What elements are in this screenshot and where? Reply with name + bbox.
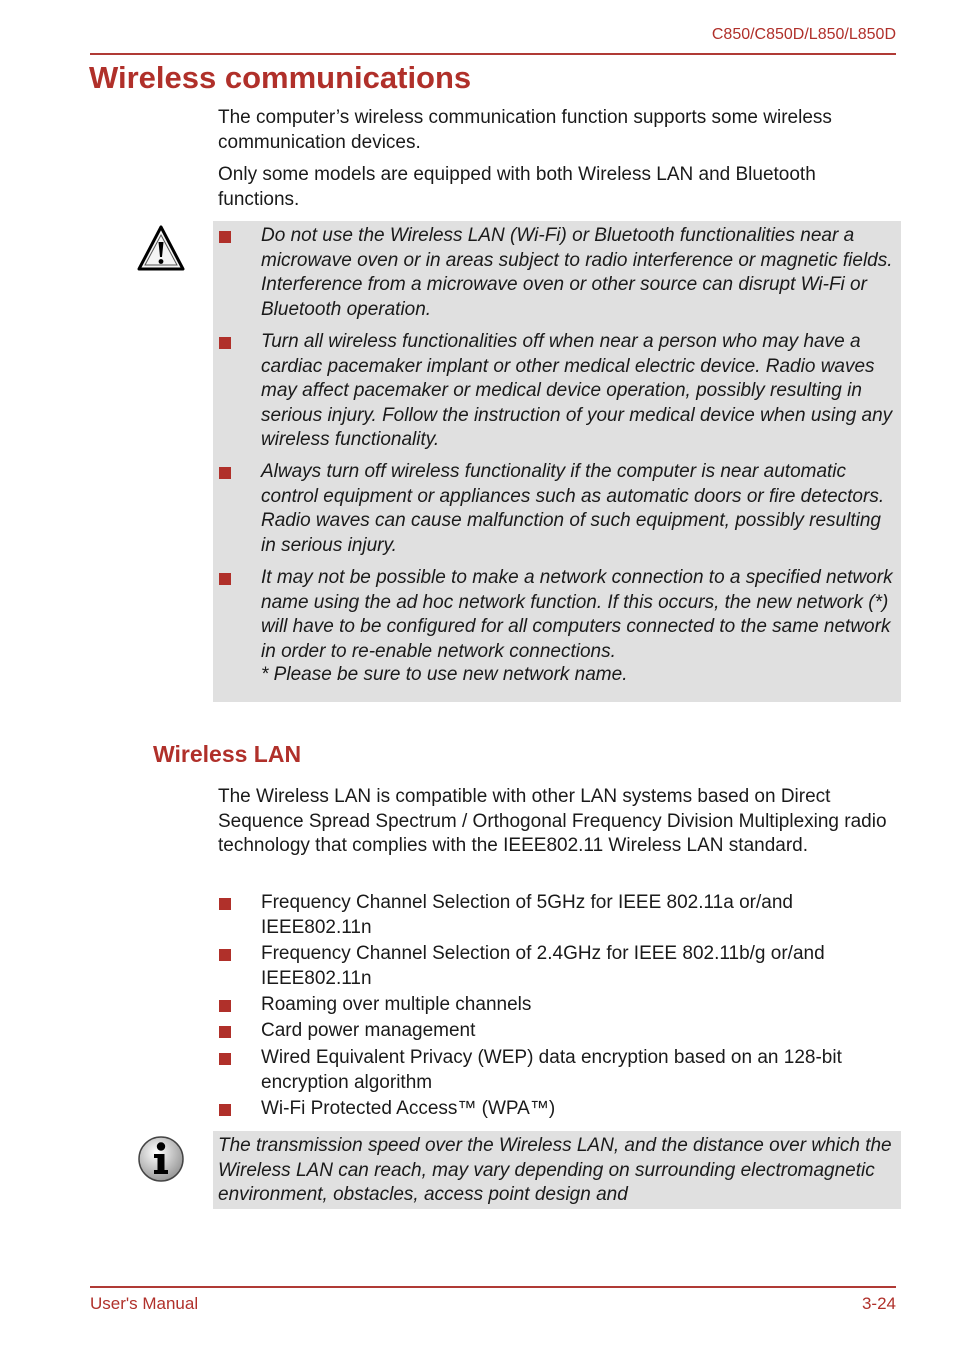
warning-triangle-icon — [136, 224, 186, 274]
bullet-square — [219, 337, 231, 349]
subsection-title: Wireless LAN — [153, 741, 302, 767]
footer-manual-label: User's Manual — [90, 1294, 199, 1313]
footer-page-number: 3-24 — [861, 1294, 896, 1313]
intro-paragraph-1: The computer’s wireless communication function supports some wireless communication devices. — [218, 107, 832, 153]
warning-item: It may not be possible to make a network connection to a specified network name using the ad hoc network function. If this occurs, the new network (*) will have to be configured for all computers connected to the same network in order to re-enable network connections. — [261, 567, 893, 662]
page-title: Wireless communications — [89, 60, 472, 95]
bullet-square — [219, 1026, 231, 1038]
footer-rule — [90, 1286, 896, 1288]
intro-paragraph-2: Only some models are equipped with both Wireless LAN and Bluetooth functions. — [218, 164, 816, 210]
warning-item: Turn all wireless functionalities off when near a person who may have a cardiac pacemaker implant or other medical electric device. Radio waves may affect pacemaker or medical device operation, possibly resulting in serious injury. Follow the instruction of your medical device when using any wireless functionality. — [261, 331, 893, 450]
bullet-square — [219, 949, 231, 961]
bullet-square — [219, 467, 231, 479]
warning-item: Do not use the Wireless LAN (Wi-Fi) or Bluetooth functionalities near a microwave oven or in areas subject to radio interference or magnetic fields. Interference from a microwave oven or other source can disrupt Wi-Fi or Bluetooth operation. — [261, 225, 893, 320]
wireless-lan-paragraph: The Wireless LAN is compatible with other LAN systems based on Direct Sequence Spread Spectrum / Orthogonal Frequency Division Multiplexing radio technology that complies with the IEEE802.11 Wireless LAN standard. — [218, 786, 887, 856]
feature-item: Roaming over multiple channels — [261, 994, 532, 1015]
bullet-square — [219, 573, 231, 585]
feature-item: Wired Equivalent Privacy (WEP) data encryption based on an 128-bit encryption algorithm — [261, 1047, 842, 1093]
bullet-square — [219, 1000, 231, 1012]
header-model: C850/C850D/L850/L850D — [711, 26, 896, 43]
bullet-square — [219, 898, 231, 910]
feature-item: Frequency Channel Selection of 2.4GHz for IEEE 802.11b/g or/and IEEE802.11n — [261, 943, 825, 989]
bullet-square — [219, 1053, 231, 1065]
feature-item: Frequency Channel Selection of 5GHz for IEEE 802.11a or/and IEEE802.11n — [261, 892, 793, 938]
bullet-square — [219, 1104, 231, 1116]
feature-item: Wi-Fi Protected Access™ (WPA™) — [261, 1098, 556, 1119]
feature-item: Card power management — [261, 1020, 476, 1041]
info-icon — [136, 1134, 186, 1184]
warning-item: Always turn off wireless functionality if the computer is near automatic control equipment or appliances such as automatic doors or fire detectors. Radio waves can cause malfunction of such equipment, possibly resulting in serious injury. — [261, 461, 885, 556]
header-rule — [90, 53, 896, 55]
warning-footnote: * Please be sure to use new network name. — [261, 664, 628, 685]
bullet-square — [219, 231, 231, 243]
note-text: The transmission speed over the Wireless LAN, and the distance over which the Wireless LAN can reach, may vary depending on surrounding electromagnetic environment, obstacles, access point design and — [218, 1135, 892, 1205]
